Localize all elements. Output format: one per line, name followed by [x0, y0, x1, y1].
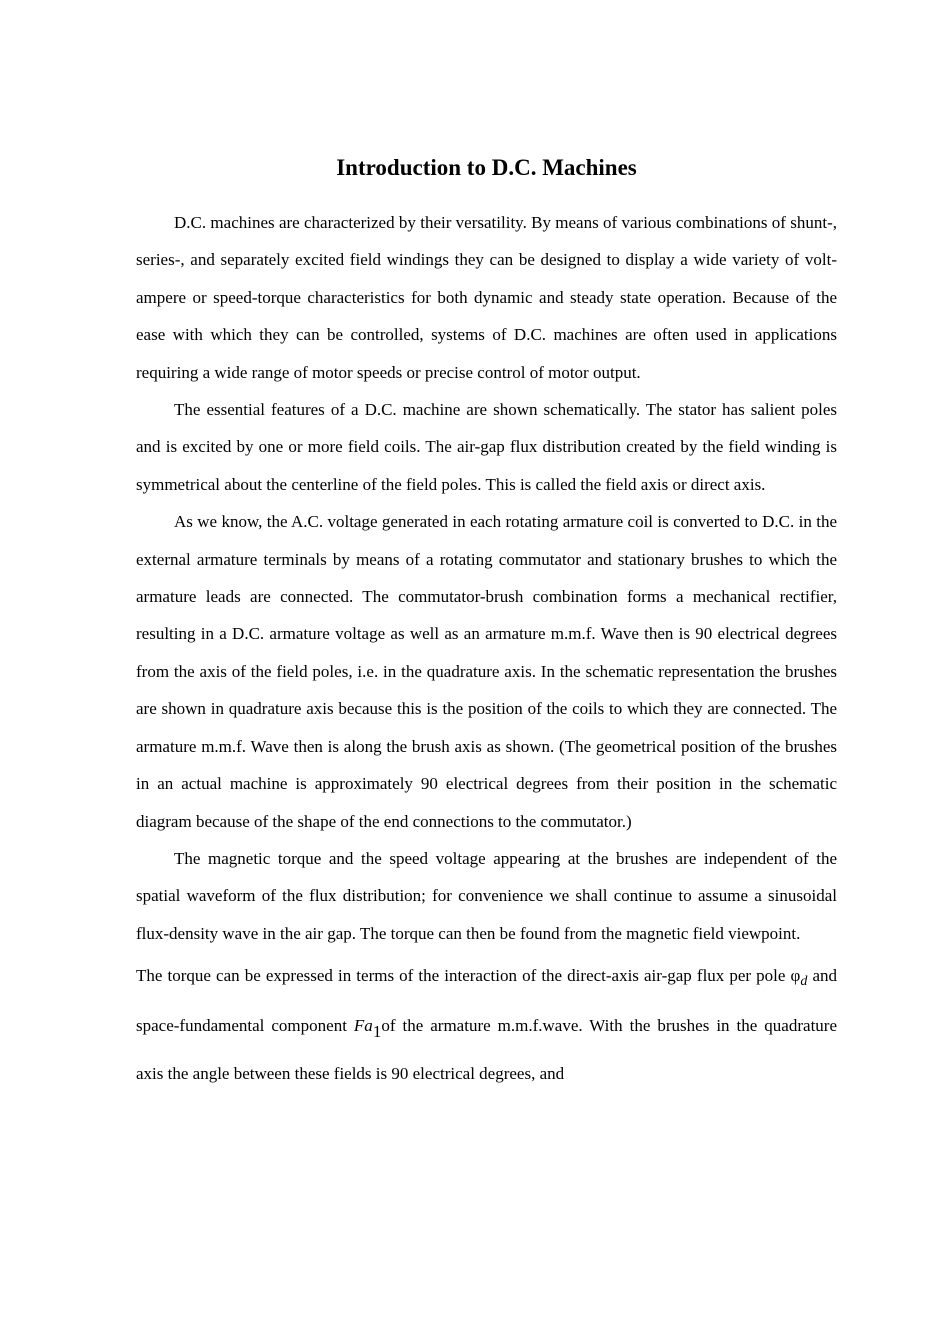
paragraph-magnetic-torque: The magnetic torque and the speed voltage appearing at the brushes are independent of the spatial waveform of the flux distribution; for convenience we shall continue to assume a sinusoidal flux-density wave in the air gap. The torque can then be found from the magnetic field viewpoint. — [136, 848, 837, 943]
document-body — [136, 204, 837, 1098]
paragraph-versatility: D.C. machines are characterized by their versatility. By means of various combinations of shunt-, series-, and separately excited field windings they can be designed to display a wide variety of volt-ampere or speed-torque characteristics for both dynamic and steady state operation. Because of the ease with which they can be controlled, systems of D.C. machines are often used in applications requiring a wide range of motor speeds or precise control of motor output. — [136, 213, 837, 382]
fa-symbol: Fa — [353, 1016, 373, 1036]
paragraph-torque-expression — [136, 952, 837, 1098]
page-title: Introduction to D.C. Machines — [336, 155, 637, 180]
mmf-symbol — [354, 1002, 381, 1050]
phi-symbol: φ — [790, 966, 801, 986]
document-page — [136, 152, 837, 1098]
phi-subscript: d — [800, 974, 808, 990]
paragraph-essential-features: The essential features of a D.C. machine are shown schematically. The stator has salient poles and is excited by one or more field coils. The air-gap flux distribution created by the field winding is symmetrical about the centerline of the field poles. This is called the field axis or direct axis. — [136, 400, 837, 494]
fa-subscript: 1 — [372, 1022, 382, 1042]
flux-symbol — [791, 952, 808, 1002]
torque-text-part-2: and space-fundamental component — [136, 966, 837, 1036]
paragraph-commutator: As we know, the A.C. voltage generated in each rotating armature coil is converted to D.C. in the external armature terminals by means of a rotating commutator and stationary brushes to which the armature leads are connected. The commutator-brush combination forms a mechanical rectifier, resulting in a D.C. armature voltage as well as an armature m.m.f. Wave then is 90 electrical degrees from the axis of the field poles, i.e. in the quadrature axis. In the schematic representation the brushes are shown in quadrature axis because this is the position of the coils to which they are connected. The armature m.m.f. Wave then is along the brush axis as shown. (The geometrical position of the brushes in an actual machine is approximately 90 electrical degrees from their position in the schematic diagram because of the shape of the end connections to the commutator.) — [136, 512, 837, 831]
torque-text-part-3: of the armature m.m.f.wave. With the brushes in the quadrature axis the angle between these fields is 90 electrical degrees, and — [136, 1016, 837, 1084]
torque-text-part-1: The torque can be expressed in terms of the interaction of the direct-axis air-gap flux per pole — [136, 966, 786, 986]
